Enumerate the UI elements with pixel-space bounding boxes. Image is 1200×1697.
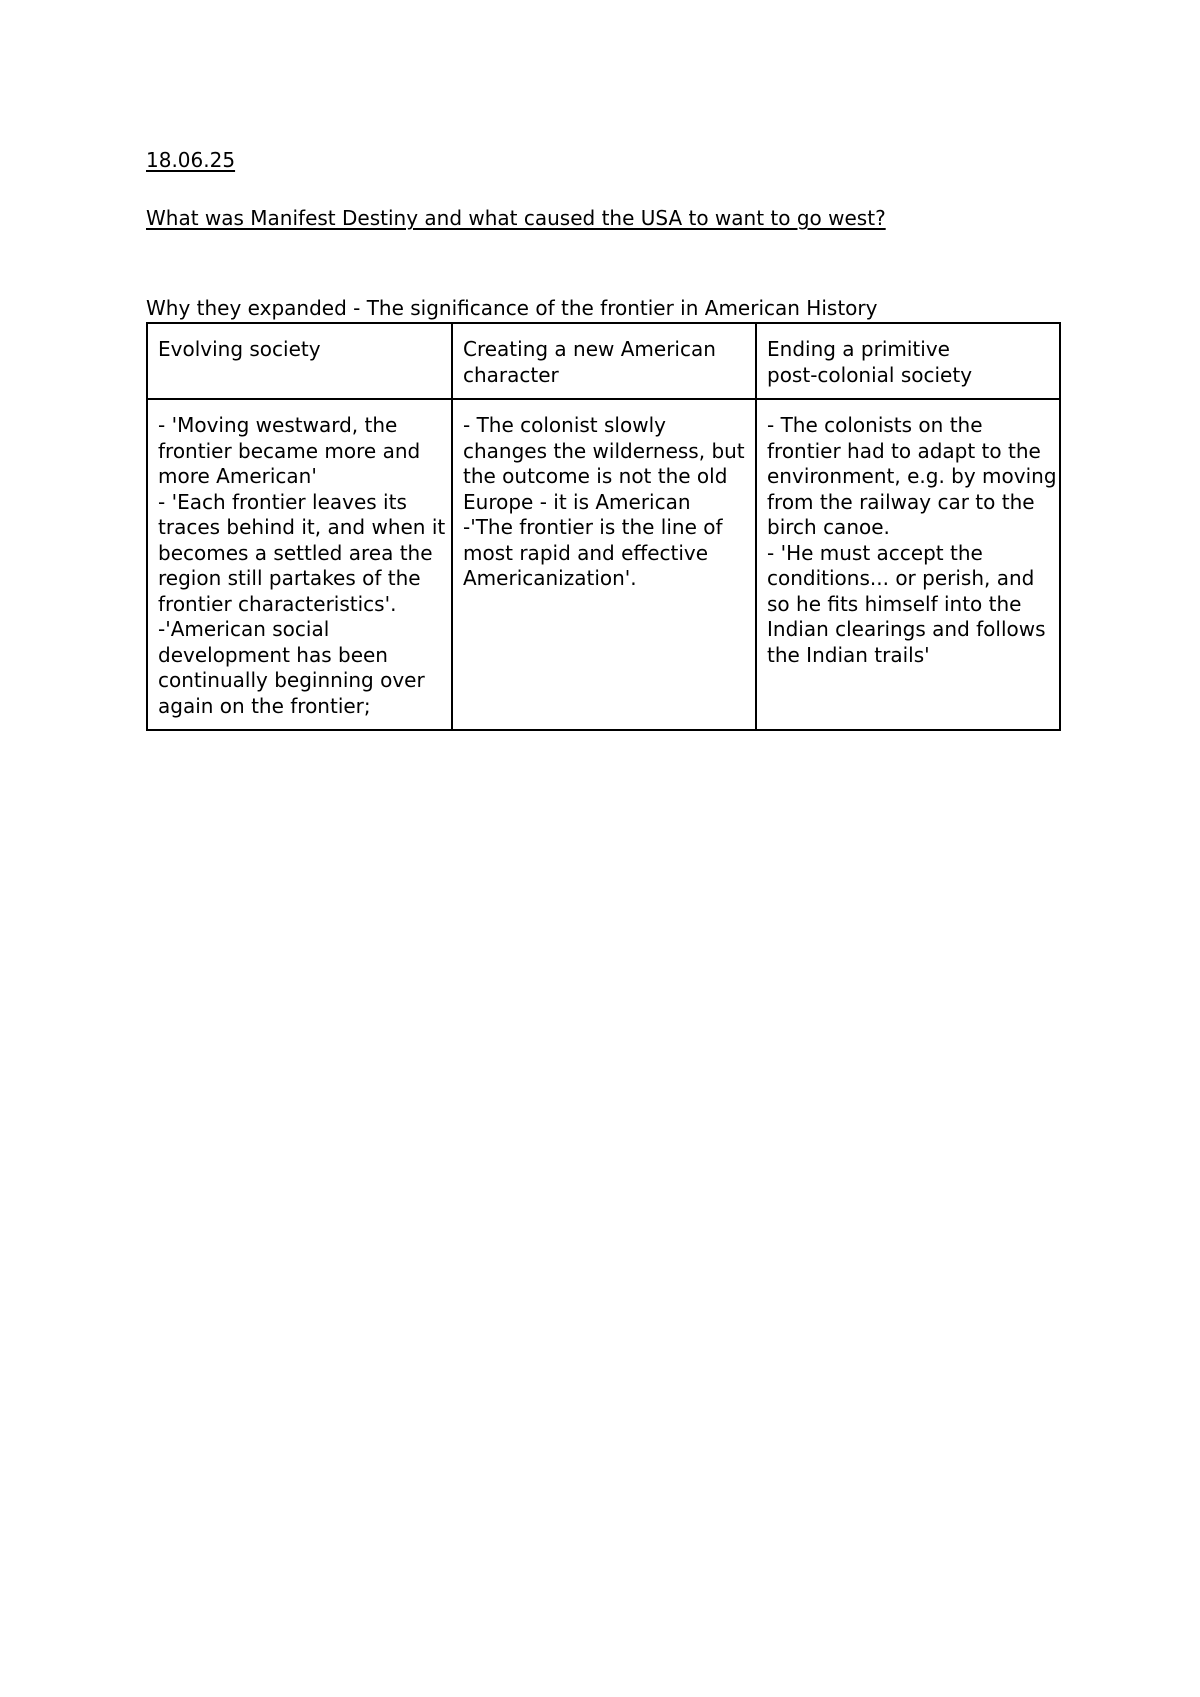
cell-line: - 'He must accept the xyxy=(767,540,983,565)
header-line: post-colonial society xyxy=(767,362,973,387)
cell-line: again on the frontier; xyxy=(158,693,371,718)
cell-line: continually beginning over xyxy=(158,668,425,692)
header-cell-new-american-character xyxy=(452,323,756,399)
cell-new-american-character xyxy=(452,399,756,730)
cell-line: environment, e.g. by moving xyxy=(767,464,1057,488)
cell-line: Americanization'. xyxy=(463,566,637,590)
cell-evolving-society xyxy=(147,399,452,730)
cell-line: the outcome is not the old xyxy=(463,464,728,488)
document-date: 18.06.25 xyxy=(146,148,236,172)
cell-line: the Indian trails' xyxy=(767,642,930,667)
cell-line: Indian clearings and follows xyxy=(767,617,1046,641)
header-cell-evolving-society xyxy=(147,323,452,399)
cell-line: frontier became more and xyxy=(158,438,421,463)
cell-line: most rapid and effective xyxy=(463,540,709,565)
cell-line: more American' xyxy=(158,464,317,488)
cell-line: - The colonist slowly xyxy=(463,413,666,437)
cell-line: traces behind it, and when it xyxy=(158,515,446,539)
cell-line: becomes a settled area the xyxy=(158,540,433,565)
cell-line: - The colonists on the xyxy=(767,413,983,437)
cell-line: region still partakes of the xyxy=(158,566,421,590)
cell-line: so he fits himself into the xyxy=(767,591,1022,616)
cell-line: -'American social xyxy=(158,617,330,641)
cell-line: frontier characteristics'. xyxy=(158,591,397,616)
cell-line: birch canoe. xyxy=(767,515,890,539)
section-subheading: Why they expanded - The significance of the frontier in American History xyxy=(146,296,878,320)
cell-line: -'The frontier is the line of xyxy=(463,515,723,539)
header-cell-primitive-society xyxy=(756,323,1060,399)
header-line: Ending a primitive xyxy=(767,337,950,361)
table-row xyxy=(147,399,1060,730)
cell-primitive-society xyxy=(756,399,1060,730)
header-line: Creating a new American xyxy=(463,337,716,361)
cell-line: - 'Each frontier leaves its xyxy=(158,489,407,514)
cell-line: changes the wilderness, but xyxy=(463,438,745,463)
cell-line: from the railway car to the xyxy=(767,489,1035,514)
cell-line: development has been xyxy=(158,642,388,667)
cell-line: Europe - it is American xyxy=(463,489,691,514)
cell-line: frontier had to adapt to the xyxy=(767,438,1041,463)
header-line: character xyxy=(463,362,559,387)
table-header-row xyxy=(147,323,1060,399)
cell-line: conditions... or perish, and xyxy=(767,566,1035,590)
cell-line: - 'Moving westward, the xyxy=(158,413,398,437)
frontier-table xyxy=(146,322,1061,731)
document-question: What was Manifest Destiny and what caused the USA to want to go west? xyxy=(146,206,886,230)
header-line: Evolving society xyxy=(158,337,321,361)
